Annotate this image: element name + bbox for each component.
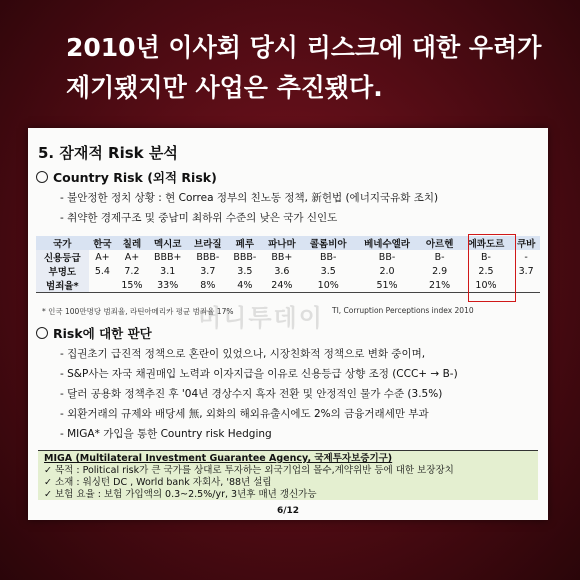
table-cell: 4% [228,278,262,293]
table-cell: 33% [148,278,188,293]
table-cell: 2.5 [478,265,494,277]
table-cell: BB- [378,251,396,263]
row-label: 신용등급 [36,250,89,264]
table-row [36,250,540,264]
table-header-label: 국가 [36,236,89,250]
table-cell: BB- [319,251,337,263]
risk-judgment-bullet-4: - 외환거래의 규제와 배당세 無, 외화의 해외유출시에도 2%의 금융거래세만 부과 [60,408,429,420]
country-header: 콜롬비아 [302,236,355,250]
risk-judgment-bullet-1: - 집권초기 급진적 정책으로 혼란이 있었으나, 시장친화적 정책으로 변화 중이며, [60,348,426,360]
country-risk-heading [36,168,217,186]
country-risk-bullet-1: - 불안정한 정치 상황 : 현 Correa 정부의 친노동 정책, 新헌법 (에너지국유화 조치) [60,192,439,204]
table-cell: 24% [262,278,302,293]
document-slide [28,128,548,520]
headline-line-2: 제기됐지만 사업은 추진됐다. [66,73,383,102]
risk-judgment-bullet-5: - MIGA* 가입을 통한 Country risk Hedging [60,428,272,440]
ecuador-highlight-box [468,234,516,302]
country-header: 베네수엘라 [355,236,420,250]
table-cell: BBB- [233,251,257,263]
table-cell: 3.7 [200,265,216,277]
table-cell: 10% [460,278,513,293]
country-header: 에콰도르 [460,236,513,250]
risk-judgment-heading-text: Risk에 대한 판단 [53,326,152,341]
table-row [36,278,540,293]
country-risk-table [36,236,540,293]
table-cell: 3.5 [237,265,253,277]
miga-line-3: ✓ 보험 요율 : 보험 가입액의 0.3~2.5%/yr, 3년후 매년 갱신가능 [44,489,317,500]
table-cell: 2.0 [379,265,395,277]
footnote-text: * 인국 100만명당 범죄율, 라틴아메리카 평균 범죄율 17% [42,307,234,316]
table-cell [512,278,540,293]
miga-box [38,450,538,500]
miga-line-1: ✓ 목적 : Political risk가 큰 국가를 상대로 투자하는 외국기업의 몰수,계약위반 등에 대한 보장장치 [44,465,454,476]
table-header-row [36,236,540,250]
country-header: 파나마 [262,236,302,250]
source-text: TI, Corruption Perceptions index 2010 [332,306,474,315]
table-cell: 51% [355,278,420,293]
country-header: 쿠바 [512,236,540,250]
table-cell: 2.9 [432,265,448,277]
table-row [36,264,540,278]
table-cell: 3.1 [160,265,176,277]
table-cell: A+ [124,251,140,263]
headline-line-1: 2010년 이사회 당시 리스크에 대한 우려가 [66,33,542,62]
table-cell: 21% [420,278,460,293]
table-cell: 3.6 [274,265,290,277]
table-cell: B- [480,251,491,263]
circle-bullet-icon [36,327,48,339]
risk-judgment-bullet-3: - 달러 공용화 정책추진 후 '04년 경상수지 흑자 전환 및 안정적인 물가 수준 (3.5%) [60,388,443,400]
section-title: 5. 잠재적 Risk 분석 [38,144,178,162]
table-cell: 10% [302,278,355,293]
circle-bullet-icon [36,171,48,183]
miga-title: MIGA (Multilateral Investment Guarantee Agency, 국제투자보증기구) [44,453,393,464]
risk-judgment-bullet-2: - S&P사는 자국 채권매입 노력과 이자지급을 이유로 신용등급 상향 조정 (CCC+ → B-) [60,368,458,380]
table-cell: B- [434,251,445,263]
country-header: 한국 [89,236,117,250]
country-header: 멕시코 [148,236,188,250]
row-label: 부명도 [36,264,89,278]
table-cell: BBB+ [153,251,182,263]
country-header: 브라질 [188,236,228,250]
country-risk-heading-text: Country Risk (외적 Risk) [53,170,217,185]
table-cell: 3.7 [518,265,534,277]
table-cell: A+ [95,251,110,263]
country-header: 칠레 [116,236,147,250]
table-cell [89,278,117,293]
table-cell: 5.4 [94,265,110,277]
miga-line-2: ✓ 소재 : 워싱턴 DC , World bank 자회사, '88년 설립 [44,477,272,488]
country-header: 아르헨 [420,236,460,250]
table-cell: 8% [188,278,228,293]
table-cell: BBB- [196,251,220,263]
table-cell: - [524,251,528,263]
table-cell: 7.2 [124,265,140,277]
row-label: 범죄율* [36,278,89,293]
table-cell: 15% [116,278,147,293]
table-cell: BB+ [271,251,293,263]
risk-judgment-heading [36,324,152,342]
table-cell: 3.5 [320,265,336,277]
watermark: 머니투데이 [198,304,324,332]
headline [66,28,542,108]
country-header: 페루 [228,236,262,250]
country-risk-bullet-2: - 취약한 경제구조 및 중남미 최하위 수준의 낮은 국가 신인도 [60,212,338,224]
page-number: 6/12 [276,506,300,516]
